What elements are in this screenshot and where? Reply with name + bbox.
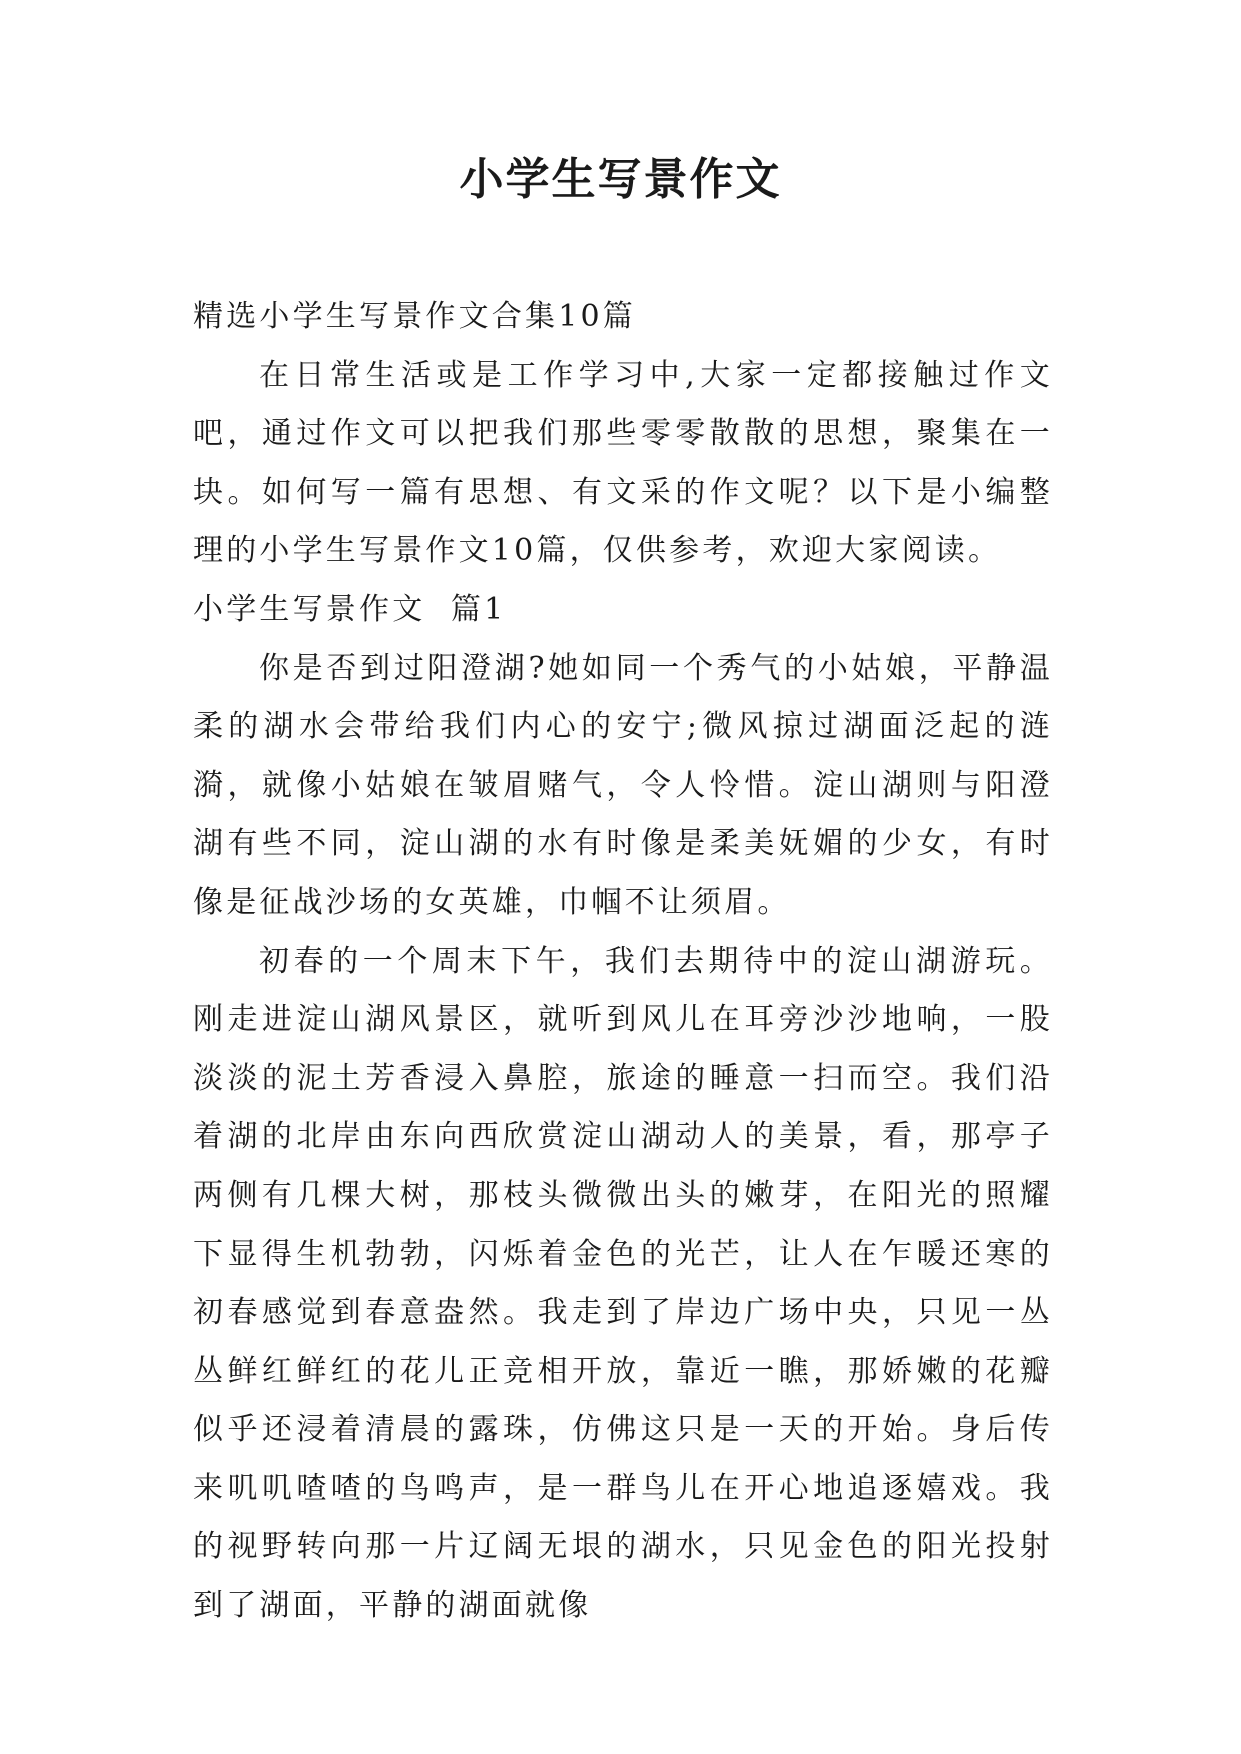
section-heading: 小学生写景作文 篇1 (193, 591, 507, 627)
intro-paragraph: 在日常生活或是工作学习中,大家一定都接触过作文吧，通过作文可以把我们那些零零散散的思想，聚集在一块。如何写一篇有思想、有文采的作文呢？以下是小编整理的小学生写景作文10篇，仅供参考，欢迎大家阅读。 (193, 357, 1053, 569)
paragraph-2: 初春的一个周末下午，我们去期待中的淀山湖游玩。刚走进淀山湖风景区，就听到风儿在耳旁沙沙地响，一股淡淡的泥土芳香浸入鼻腔，旅途的睡意一扫而空。我们沿着湖的北岸由东向西欣赏淀山湖动人的美景，看，那亭子两侧有几棵大树，那枝头微微出头的嫩芽，在阳光的照耀下显得生机勃勃，闪烁着金色的光芒，让人在乍暖还寒的初春感觉到春意盎然。我走到了岸边广场中央，只见一丛丛鲜红鲜红的花儿正竞相开放，靠近一瞧，那娇嫩的花瓣似乎还浸着清晨的露珠，仿佛这只是一天的开始。身后传来叽叽喳喳的鸟鸣声，是一群鸟儿在开心地追逐嬉戏。我的视野转向那一片辽阔无垠的湖水，只见金色的阳光投射到了湖面，平静的湖面就像 (193, 943, 1053, 1624)
document-title: 小学生写景作文 (459, 154, 782, 205)
paragraph-1: 你是否到过阳澄湖?她如同一个秀气的小姑娘，平静温柔的湖水会带给我们内心的安宁;微风掠过湖面泛起的涟漪，就像小姑娘在皱眉赌气，令人怜惜。淀山湖则与阳澄湖有些不同，淀山湖的水有时像是柔美妩媚的少女，有时像是征战沙场的女英雄，巾帼不让须眉。 (193, 650, 1053, 920)
document-body (193, 288, 1053, 1636)
document-subtitle: 精选小学生写景作文合集10篇 (193, 299, 636, 334)
